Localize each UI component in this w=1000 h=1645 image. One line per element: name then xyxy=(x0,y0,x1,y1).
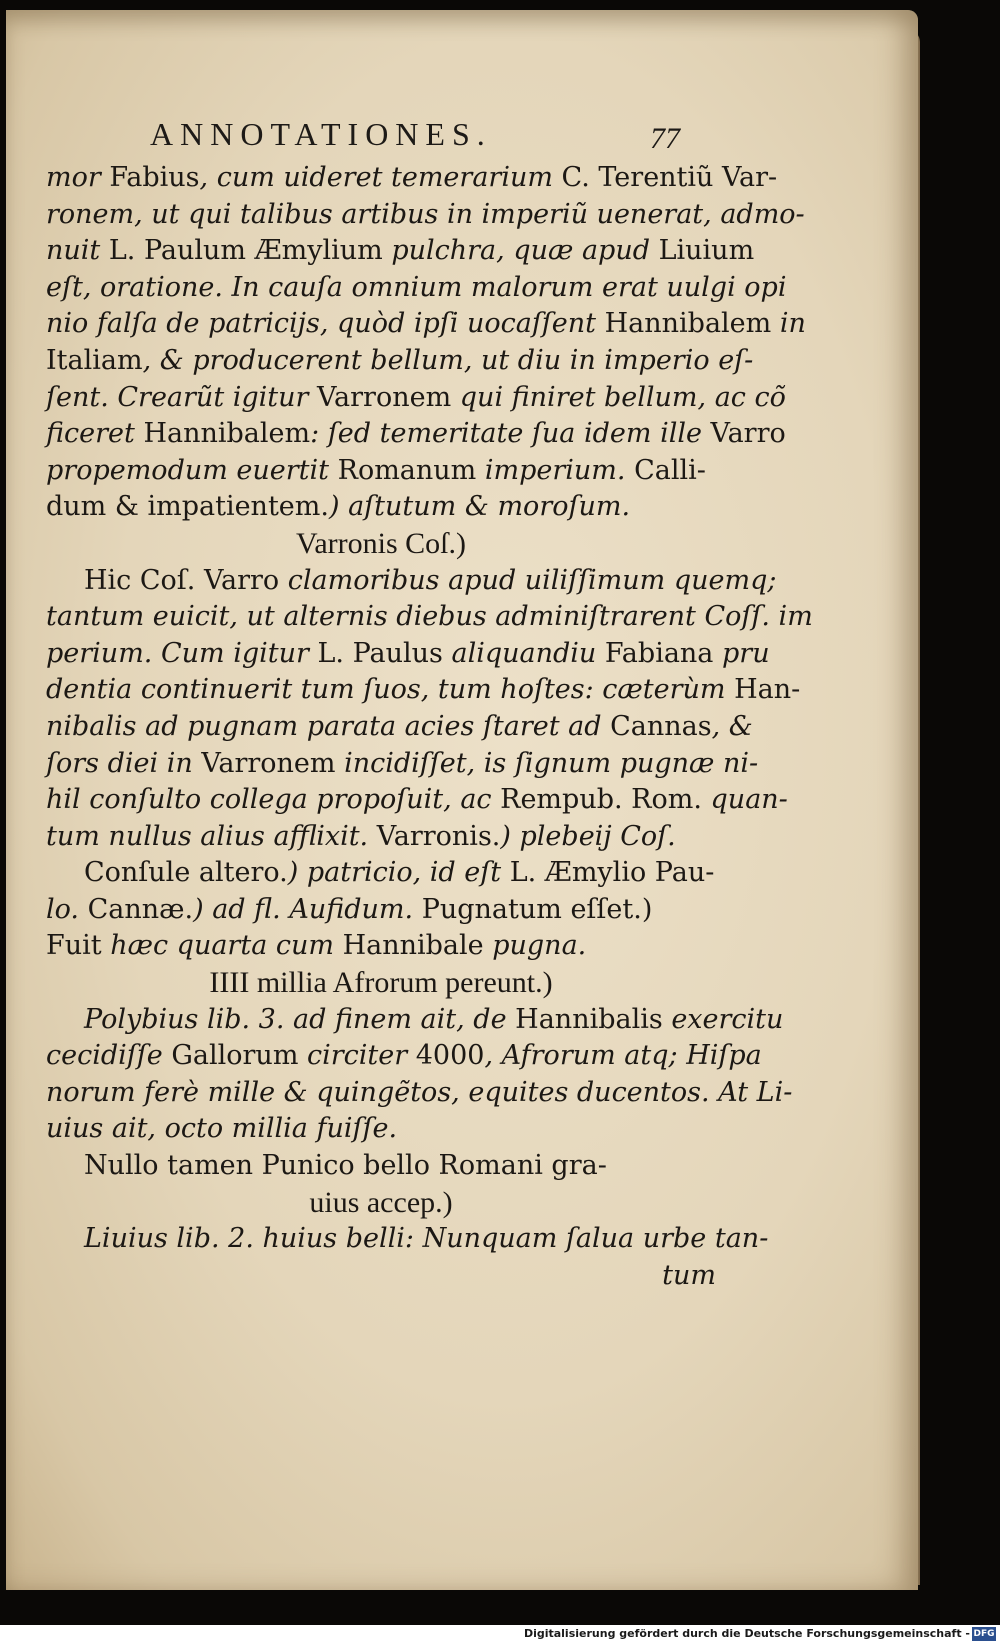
text-line xyxy=(46,819,716,856)
text-line xyxy=(46,233,755,270)
italic-text: hæc quarta cum xyxy=(101,930,343,962)
italic-text: nibalis ad pugnam parata acies ſtaret ad xyxy=(46,710,611,742)
roman-text: Pugnatum eſſet.) xyxy=(421,893,653,925)
roman-text: Cannæ. xyxy=(87,893,194,925)
page-number: 77 xyxy=(650,122,680,155)
italic-text: dentia continuerit tum ſuos, tum hoſtes: cæterùm xyxy=(46,674,735,706)
funding-credit: Digitalisierung gefördert durch die Deutsche Forschungsgemeinschaft - xyxy=(523,1627,970,1640)
italic-text: lo. xyxy=(46,893,88,925)
italic-text: , & xyxy=(711,710,753,742)
text-line xyxy=(46,526,716,563)
italic-text: norum ferè mille & quingẽtos, equites ducentos. At Li- xyxy=(46,1076,793,1108)
text-line xyxy=(46,1111,716,1148)
italic-text: , Afrorum atq; Hiſpa xyxy=(484,1040,762,1072)
text-line xyxy=(46,197,805,234)
italic-text: Liuius lib. 2. huius belli: Nunquam ſalua urbe tan- xyxy=(84,1223,769,1255)
italic-text: ficeret xyxy=(46,418,144,450)
roman-text: Hic Coſ. xyxy=(84,564,204,596)
italic-text: tum xyxy=(662,1259,716,1291)
italic-text: eſt, oratione. In cauſa omnium malorum erat uulgi opi xyxy=(46,271,787,303)
text-line xyxy=(46,1075,793,1112)
text-line xyxy=(46,1185,716,1222)
roman-text: Italiam xyxy=(46,344,143,376)
roman-text: Calli- xyxy=(634,454,706,486)
italic-text: ) aſtutum & moroſum. xyxy=(328,491,631,523)
roman-text: Fabius xyxy=(109,162,200,193)
roman-text: Rempub. Rom. xyxy=(500,784,702,816)
roman-text: IIII millia Afrorum pereunt.) xyxy=(209,966,553,1000)
text-line xyxy=(46,160,778,197)
text-line xyxy=(46,343,754,380)
italic-text: quan- xyxy=(701,784,788,816)
italic-text: , & producerent bellum, ut diu in imperio eſ- xyxy=(142,344,754,376)
roman-text: Hannibalem xyxy=(604,308,772,340)
italic-text: qui finiret bellum, ac cõ xyxy=(451,381,786,413)
roman-text: Varronis. xyxy=(376,820,501,852)
italic-text: , cum uideret temerarium xyxy=(199,162,562,193)
text-line xyxy=(46,380,786,417)
roman-text: L. Paulus xyxy=(317,637,443,669)
italic-text: exercitu xyxy=(662,1003,784,1035)
roman-text: Cannas xyxy=(610,710,712,742)
roman-text: Varro xyxy=(203,564,280,596)
text-line xyxy=(46,416,786,453)
text-line xyxy=(46,1148,716,1185)
annotation-text xyxy=(46,160,813,1294)
text-line xyxy=(46,270,787,307)
italic-text: nio falſa de patricijs, quòd ipſi uocaſſent xyxy=(46,308,605,340)
footer-band xyxy=(0,1625,1000,1645)
text-line xyxy=(46,746,759,783)
roman-text: Varronis Coſ.) xyxy=(296,526,466,560)
roman-text: uius accep.) xyxy=(309,1185,453,1219)
text-line xyxy=(46,563,777,600)
italic-text: ſors diei in xyxy=(46,747,202,779)
roman-text: Varronem xyxy=(201,747,336,779)
italic-text: Polybius lib. 3. ad finem ait, de xyxy=(84,1003,516,1035)
roman-text: C. Terentiũ Var- xyxy=(561,162,778,193)
text-line xyxy=(46,892,716,929)
italic-text: mor xyxy=(46,162,110,193)
italic-text: hil conſulto collega propoſuit, ac xyxy=(46,784,501,816)
roman-text: Conſule altero. xyxy=(84,857,288,889)
italic-text: circiter xyxy=(298,1040,416,1072)
text-line xyxy=(46,1258,716,1295)
italic-text: ronem, ut qui talibus artibus in imperiũ uenerat, admo- xyxy=(46,198,805,230)
roman-text: Hannibalem xyxy=(143,418,311,450)
italic-text: ) patricio, id eſt xyxy=(287,857,510,889)
text-line xyxy=(46,672,801,709)
roman-text: Fabiana xyxy=(604,637,714,669)
italic-text: pru xyxy=(713,637,770,669)
italic-text: tum nullus alius afflixit. xyxy=(46,820,377,852)
text-line xyxy=(46,306,806,343)
roman-text: Romanum xyxy=(337,454,477,486)
roman-text: Fuit xyxy=(46,930,102,962)
text-line xyxy=(46,965,716,1002)
roman-text: Nullo tamen Punico bello Romani gra- xyxy=(84,1150,607,1182)
page-header xyxy=(150,108,710,158)
italic-text: ſent. Crearũt igitur xyxy=(46,381,318,413)
italic-text: propemodum euertit xyxy=(46,454,338,486)
roman-text: Varro xyxy=(710,418,786,450)
roman-text: Han- xyxy=(734,674,801,706)
text-line xyxy=(46,599,813,636)
text-line xyxy=(46,782,788,819)
italic-text: tantum euicit, ut alternis diebus adminiſtrarent Coſſ. im xyxy=(46,601,813,633)
italic-text: aliquandiu xyxy=(442,637,605,669)
text-line xyxy=(46,1221,769,1258)
italic-text: incidiſſet, is ſignum pugnæ ni- xyxy=(335,747,759,779)
italic-text: uius ait, octo millia fuiſſe. xyxy=(46,1113,398,1145)
text-line xyxy=(46,855,716,892)
italic-text: perium. Cum igitur xyxy=(46,637,318,669)
italic-text: cecidiſſe xyxy=(46,1040,172,1072)
italic-text: imperium. xyxy=(476,454,635,486)
italic-text: pugna. xyxy=(483,930,587,962)
roman-text: Liuium xyxy=(658,235,755,267)
italic-text: in xyxy=(771,308,806,340)
roman-text: Varronem xyxy=(317,381,452,413)
text-line xyxy=(46,489,716,526)
italic-text: : ſed temeritate ſua idem ille xyxy=(310,418,711,450)
text-line xyxy=(46,636,770,673)
roman-text: dum & impatientem. xyxy=(46,491,329,523)
text-line xyxy=(46,709,753,746)
text-line xyxy=(46,453,716,490)
roman-text: L. Paulum Æmylium xyxy=(108,235,383,267)
roman-text: L. Æmylio Pau- xyxy=(509,857,715,889)
running-title: ANNOTATIONES. xyxy=(150,116,492,152)
italic-text: pulchra, quæ apud xyxy=(382,235,659,267)
italic-text: ) ad fl. Aufidum. xyxy=(193,893,422,925)
text-line xyxy=(46,928,716,965)
italic-text: clamoribus apud uiliſſimum quemq; xyxy=(279,564,777,596)
roman-text: Hannibale xyxy=(342,930,484,962)
roman-text: Hannibalis xyxy=(515,1003,663,1035)
roman-text: Gallorum xyxy=(171,1040,299,1072)
text-line xyxy=(46,1002,784,1039)
dfg-logo-icon: DFG xyxy=(973,1629,995,1639)
text-line xyxy=(46,1038,762,1075)
italic-text: ) plebeij Coſ. xyxy=(500,820,676,852)
roman-text: 4000 xyxy=(415,1040,485,1072)
italic-text: nuit xyxy=(46,235,109,267)
